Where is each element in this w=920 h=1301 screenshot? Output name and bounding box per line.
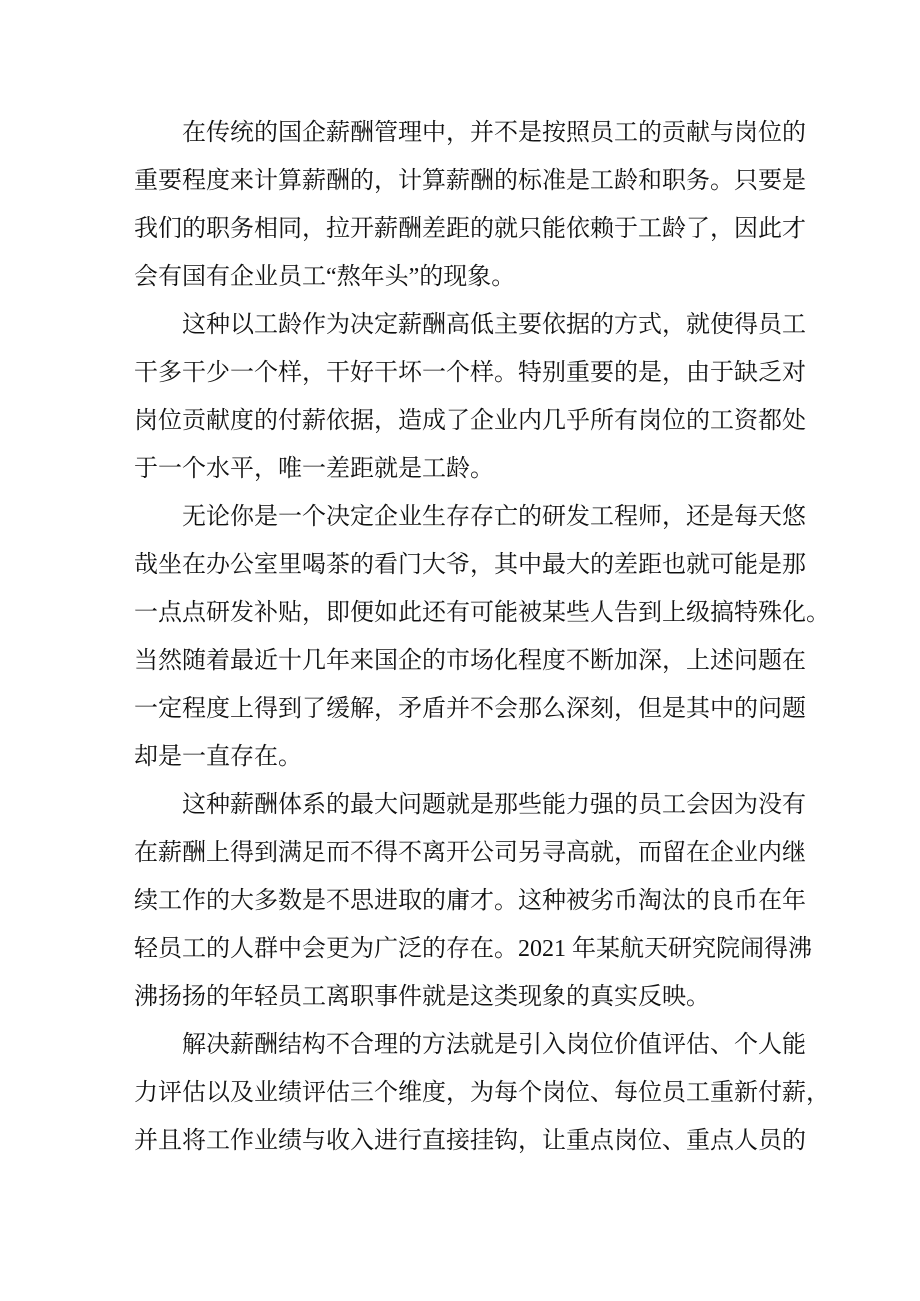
paragraph-5 xyxy=(134,1021,830,1165)
text-line: 会有国有企业员工“熬年头”的现象。 xyxy=(134,264,516,290)
text-line: 在薪酬上得到满足而不得不离开公司另寻高就，而留在企业内继 xyxy=(134,840,806,866)
text-line: 干多干少一个样，干好干坏一个样。特别重要的是，由于缺乏对 xyxy=(134,360,806,386)
text-line: 重要程度来计算薪酬的，计算薪酬的标准是工龄和职务。只要是 xyxy=(134,168,806,194)
text-content xyxy=(134,109,830,1165)
text-line: 一点点研发补贴，即便如此还有可能被某些人告到上级搞特殊化。 xyxy=(134,600,830,626)
paragraph-1 xyxy=(134,109,806,301)
text-line: 哉坐在办公室里喝茶的看门大爷，其中最大的差距也就可能是那 xyxy=(134,552,806,578)
text-line: 这种薪酬体系的最大问题就是那些能力强的员工会因为没有 xyxy=(182,792,806,818)
paragraph-2 xyxy=(134,301,806,493)
text-line: 轻员工的人群中会更为广泛的存在。2021 年某航天研究院闹得沸 xyxy=(134,936,812,962)
text-line: 当然随着最近十几年来国企的市场化程度不断加深，上述问题在 xyxy=(134,648,806,674)
text-line: 续工作的大多数是不思进取的庸才。这种被劣币淘汰的良币在年 xyxy=(134,888,806,914)
text-line: 却是一直存在。 xyxy=(134,744,302,770)
text-line: 解决薪酬结构不合理的方法就是引入岗位价值评估、个人能 xyxy=(182,1032,806,1058)
text-line: 沸扬扬的年轻员工离职事件就是这类现象的真实反映。 xyxy=(134,984,710,1010)
text-line: 我们的职务相同，拉开薪酬差距的就只能依赖于工龄了，因此才 xyxy=(134,216,806,242)
text-line: 力评估以及业绩评估三个维度，为每个岗位、每位员工重新付薪， xyxy=(134,1080,830,1106)
paragraph-3 xyxy=(134,493,830,781)
text-line: 岗位贡献度的付薪依据，造成了企业内几乎所有岗位的工资都处 xyxy=(134,408,806,434)
text-line: 无论你是一个决定企业生存存亡的研发工程师，还是每天悠 xyxy=(182,504,806,530)
text-line: 并且将工作业绩与收入进行直接挂钩，让重点岗位、重点人员的 xyxy=(134,1128,806,1154)
text-line: 一定程度上得到了缓解，矛盾并不会那么深刻，但是其中的问题 xyxy=(134,696,806,722)
paragraph-4 xyxy=(134,781,812,1021)
text-line: 这种以工龄作为决定薪酬高低主要依据的方式，就使得员工 xyxy=(182,312,806,338)
text-line: 于一个水平，唯一差距就是工龄。 xyxy=(134,456,494,482)
text-line: 在传统的国企薪酬管理中，并不是按照员工的贡献与岗位的 xyxy=(182,120,806,146)
